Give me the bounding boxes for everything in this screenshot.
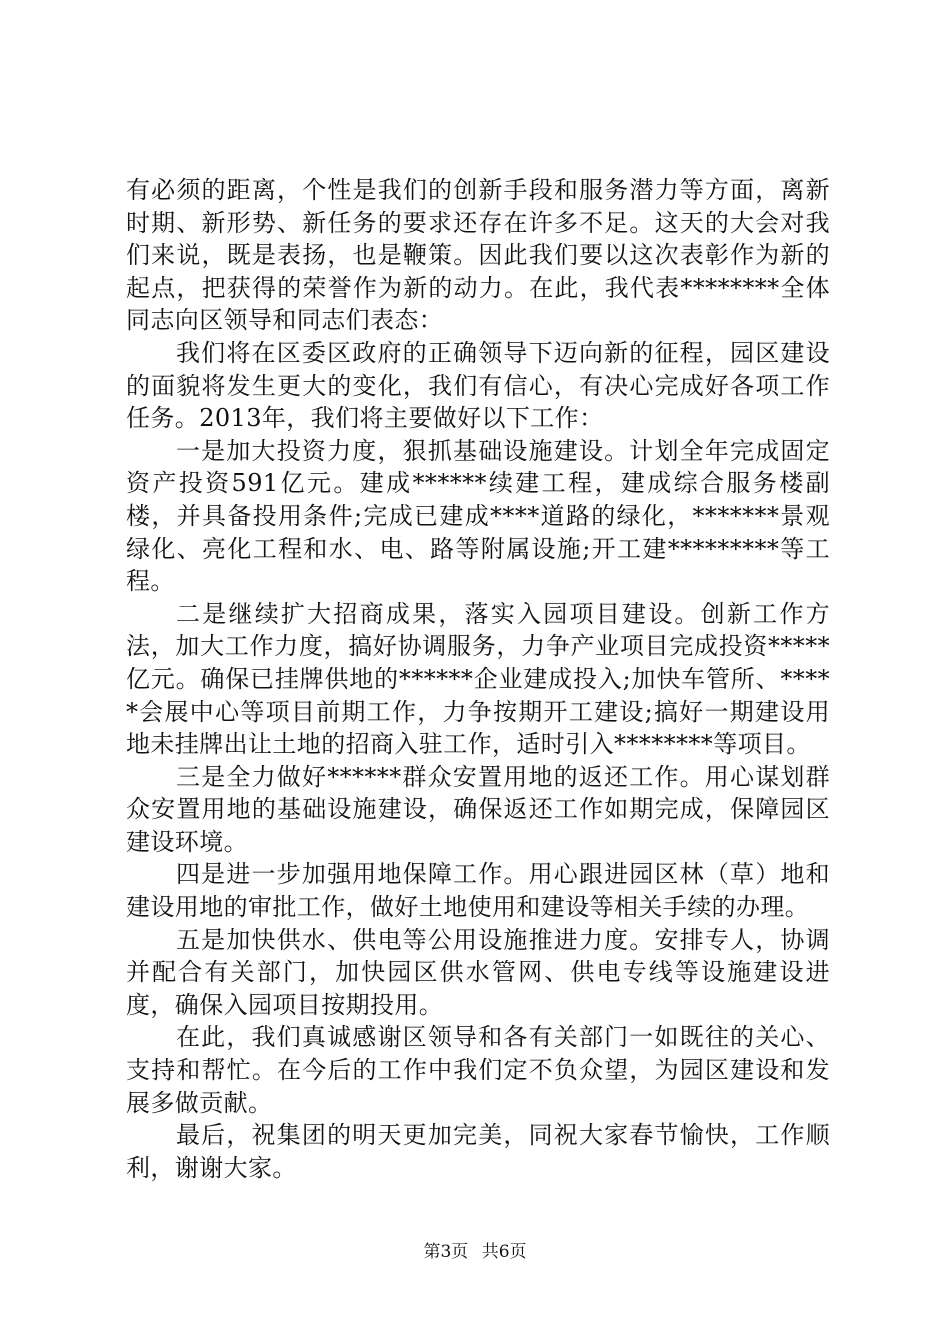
paragraph: 在此，我们真诚感谢区领导和各有关部门一如既往的关心、支持和帮忙。在今后的工作中我们定不负众望，为园区建设和发展多做贡献。 — [126, 1023, 830, 1117]
paragraph: 四是进一步加强用地保障工作。用心跟进园区林（草）地和建设用地的审批工作，做好土地使用和建设等相关手续的办理。 — [126, 860, 830, 922]
page-footer — [0, 1241, 950, 1263]
document-body — [126, 174, 830, 1184]
paragraph: 三是全力做好******群众安置用地的返还工作。用心谋划群众安置用地的基础设施建设，确保返还工作如期完成，保障园区建设环境。 — [126, 762, 830, 856]
paragraph: 五是加快供水、供电等公用设施推进力度。安排专人，协调并配合有关部门，加快园区供水管网、供电专线等设施建设进度，确保入园项目按期投用。 — [126, 925, 830, 1019]
paragraph: 一是加大投资力度，狠抓基础设施建设。计划全年完成固定资产投资591亿元。建成******续建工程，建成综合服务楼副楼，并具备投用条件;完成已建成****道路的绿化，*******景观绿化、亮化工程和水、电、路等附属设施;开工建*********等工程。 — [126, 436, 830, 596]
paragraph-continuation: 有必须的距离，个性是我们的创新手段和服务潜力等方面，离新时期、新形势、新任务的要求还存在许多不足。这天的大会对我们来说，既是表扬，也是鞭策。因此我们要以这次表彰作为新的起点，把获得的荣誉作为新的动力。在此，我代表********全体同志向区领导和同志们表态： — [126, 176, 830, 335]
paragraph: 我们将在区委区政府的正确领导下迈向新的征程，园区建设的面貌将发生更大的变化，我们有信心，有决心完成好各项工作任务。2013年，我们将主要做好以下工作： — [126, 338, 830, 433]
paragraph: 二是继续扩大招商成果，落实入园项目建设。创新工作方法，加大工作力度，搞好协调服务，力争产业项目完成投资*****亿元。确保已挂牌供地的******企业建成投入;加快车管所、*****会展中心等项目前期工作，力争按期开工建设;搞好一期建设用地未挂牌出让土地的招商入驻工作，适时引入********等项目。 — [126, 599, 830, 759]
paragraph: 最后，祝集团的明天更加完美，同祝大家春节愉快，工作顺利，谢谢大家。 — [126, 1121, 830, 1182]
page-number: 第3页 — [423, 1242, 469, 1262]
page-total: 共6页 — [481, 1242, 527, 1262]
